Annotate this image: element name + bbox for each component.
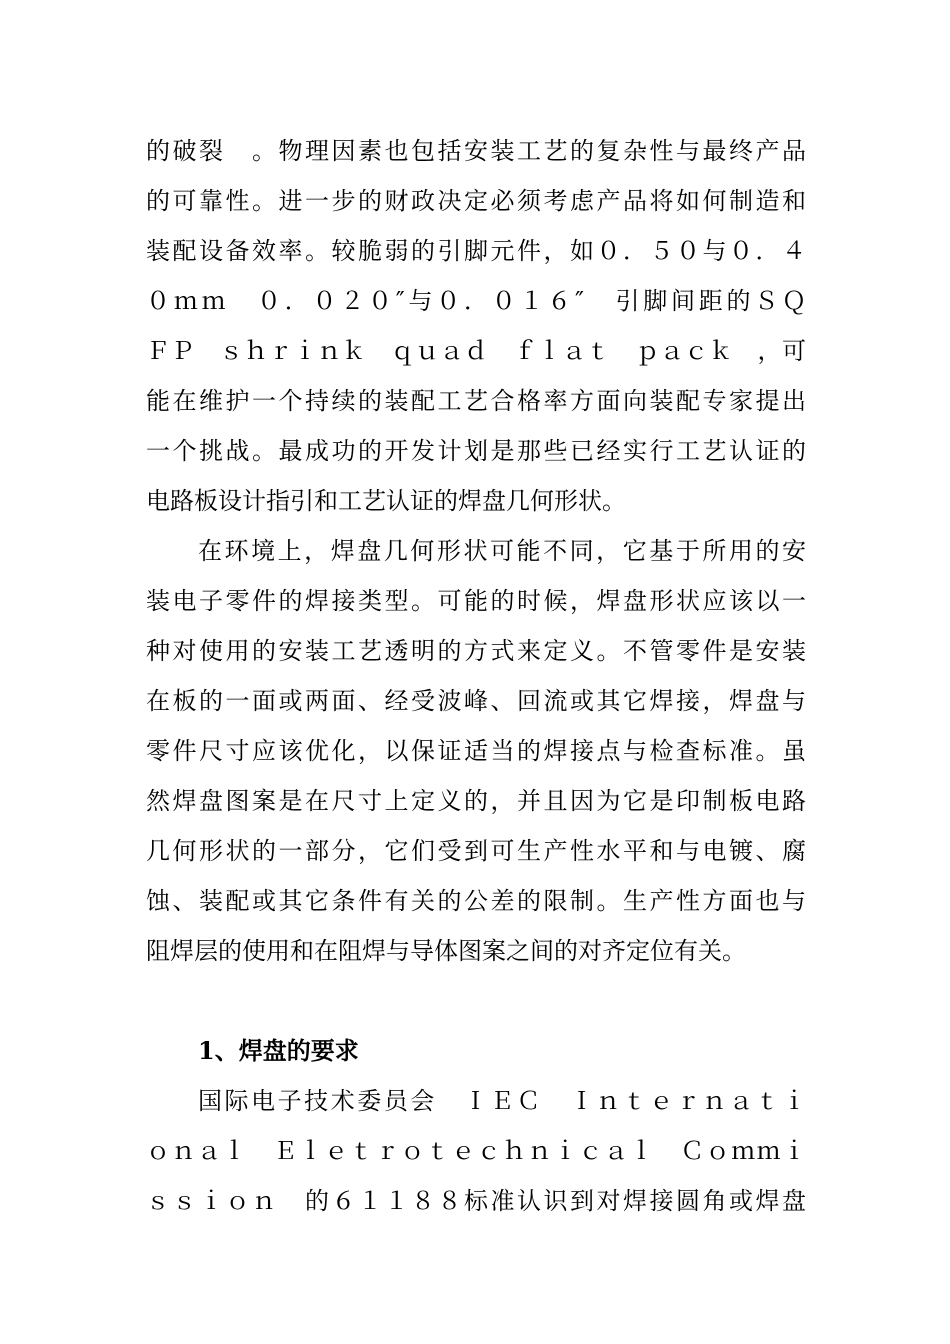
- text-line: 种对使用的安装工艺透明的方式来定义。不管零件是安装: [146, 637, 806, 665]
- paragraph-spacer: [146, 976, 806, 1026]
- text-line: 在环境上，焊盘几何形状可能不同，它基于所用的安: [198, 537, 806, 565]
- text-line: 蚀、装配或其它条件有关的公差的限制。生产性方面也与: [146, 887, 806, 915]
- text-line: 装电子零件的焊接类型。可能的时候，焊盘形状应该以一: [146, 587, 806, 615]
- text-line: 能在维护一个持续的装配工艺合格率方面向装配专家提出: [146, 387, 806, 415]
- text-line: 一个挑战。最成功的开发计划是那些已经实行工艺认证的: [146, 437, 806, 465]
- text-line: 零件尺寸应该优化，以保证适当的焊接点与检查标准。虽: [146, 737, 806, 765]
- paragraph-2: [146, 526, 806, 976]
- text-line: ｓｓｉｏｎ 的６１１８８标准认识到对焊接圆角或焊盘: [146, 1187, 806, 1215]
- text-line: ０ｍｍ ０．０２０″与０．０１６″ 引脚间距的ＳＱ: [146, 287, 806, 315]
- text-line: 国际电子技术委员会 ＩＥＣ Ｉｎｔｅｒｎａｔｉ: [198, 1087, 806, 1115]
- text-line: 的破裂 。物理因素也包括安装工艺的复杂性与最终产品: [146, 137, 806, 165]
- text-line: 在板的一面或两面、经受波峰、回流或其它焊接，焊盘与: [146, 687, 806, 715]
- text-line: 的可靠性。进一步的财政决定必须考虑产品将如何制造和: [146, 187, 806, 215]
- section-heading: 1、焊盘的要求: [198, 1036, 359, 1065]
- paragraph-1: [146, 126, 806, 526]
- text-line: 阻焊层的使用和在阻焊与导体图案之间的对齐定位有关。: [146, 937, 746, 965]
- text-line: 几何形状的一部分，它们受到可生产性水平和与电镀、腐: [146, 837, 806, 865]
- text-line: 然焊盘图案是在尺寸上定义的，并且因为它是印制板电路: [146, 787, 806, 815]
- paragraph-3: [146, 1076, 806, 1226]
- text-line: ＦＰ ｓｈｒｉｎｋ ｑｕａｄ ｆｌａｔ ｐａｃｋ ，可: [146, 337, 806, 365]
- text-line: 电路板设计指引和工艺认证的焊盘几何形状。: [146, 487, 626, 515]
- document-body: [146, 126, 806, 1226]
- text-line: 装配设备效率。较脆弱的引脚元件，如０．５０与０．４: [146, 237, 806, 265]
- text-line: ｏｎａｌ Ｅｌｅｔｒｏｔｅｃｈｎｉｃａｌ Ｃｏｍｍｉ: [146, 1137, 806, 1165]
